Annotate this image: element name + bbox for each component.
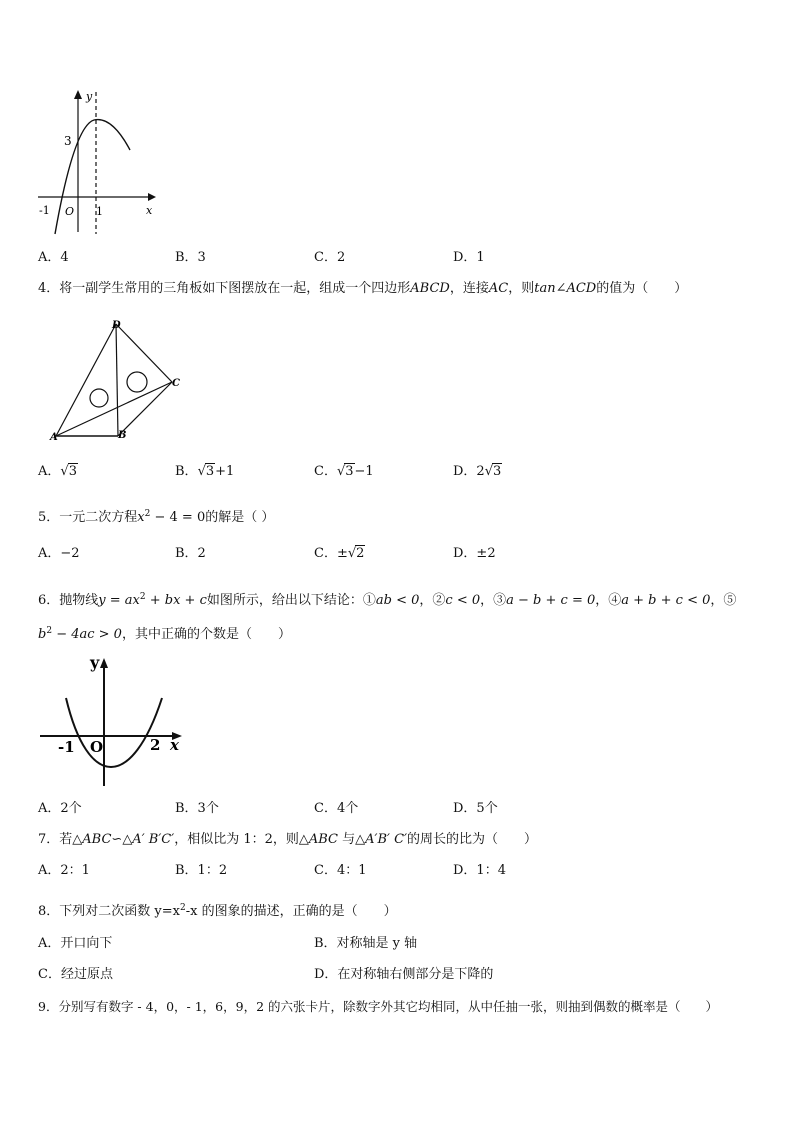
q7-sim: ∽△A′ B′C′ [111, 832, 175, 847]
q8-option-d[interactable]: D．在对称轴右侧部分是下降的 [314, 967, 494, 982]
q6-stem-line1 [38, 588, 736, 610]
q5-stem-post: 的解是（ ） [205, 510, 275, 525]
q5-option-c[interactable] [314, 545, 365, 563]
q3-option-d[interactable]: D．1 [453, 250, 485, 265]
figure-q3-parabola [34, 86, 164, 236]
q6-conclusion-3: a − b + c = 0 [506, 593, 596, 608]
y-axis-arrow [74, 90, 82, 99]
q4-option-c[interactable] [314, 463, 374, 481]
figure-q6-parabola [36, 650, 196, 790]
q4-option-a-prefix: A． [38, 464, 61, 479]
x-axis-arrow [148, 193, 156, 201]
triangle-hole-left [90, 389, 108, 407]
x-minus-one-label: -1 [39, 204, 50, 217]
q4-stem-pre: 4．将一副学生常用的三角板如下图摆放在一起，组成一个四边形 [38, 281, 411, 296]
q5-option-c-radicand: 2 [356, 546, 365, 561]
q4-option-c-radicand: 3 [345, 464, 354, 479]
vertex-b-label: B [118, 430, 127, 441]
q9-stem: 9．分别写有数字 - 4，0，- 1，6，9，2 的六张卡片，除数字外其它均相同，从中任抽一张，则抽到偶数的概率是（ ） [38, 999, 719, 1014]
q6-line2-rest: − 4ac > 0 [52, 627, 122, 642]
q6-option-d[interactable]: D．5个 [453, 801, 498, 816]
vertex-c-label: C [172, 378, 180, 389]
q3-option-a[interactable]: A．4 [38, 250, 69, 265]
q8-stem [38, 899, 397, 921]
q7-abc2: ABC [308, 832, 339, 847]
sqrt-symbol: √2 [347, 546, 365, 561]
q6-x-axis-label: x [170, 736, 179, 754]
q6-line1-pre: 6．抛物线 [38, 593, 99, 608]
triangle-hole-right [127, 372, 147, 392]
q6-func: y = ax [98, 593, 140, 608]
q4-stem-mid2: ，则 [508, 281, 535, 296]
q7-option-c[interactable]: C．4：1 [314, 863, 367, 878]
figure-q4-triangles [44, 316, 194, 446]
q4-stem-mid: ，连接 [449, 281, 489, 296]
y-intercept-label: 3 [64, 134, 72, 148]
q5-stem [38, 505, 274, 527]
q5-eq-exp: 2 [144, 509, 151, 519]
sqrt-symbol: √3 [336, 464, 354, 479]
q4-option-c-suffix: −1 [354, 464, 374, 479]
q6-sep-2: ，② [419, 593, 446, 608]
q4-option-b-suffix: +1 [215, 464, 235, 479]
q4-stem [38, 280, 687, 298]
q6-conclusion-4: a + b + c < 0 [621, 593, 711, 608]
y-axis-label: y [86, 90, 93, 103]
q6-conclusion-1: ab < 0 [375, 593, 420, 608]
q5-option-b[interactable]: B．2 [175, 546, 206, 561]
sqrt-symbol: √3 [484, 464, 502, 479]
q8-option-c[interactable]: C．经过原点 [38, 967, 113, 982]
q4-option-a[interactable] [38, 463, 78, 481]
q6-option-b[interactable]: B．3个 [175, 801, 219, 816]
q6-line2-b: b [38, 627, 47, 642]
q7-abc: ABC [82, 832, 112, 847]
q6-line1-mid: 如图所示，给出以下结论：① [206, 593, 376, 608]
q6-option-a[interactable]: A．2个 [38, 801, 82, 816]
q5-eq-x: x [137, 510, 145, 525]
q7-option-d[interactable]: D．1：4 [453, 863, 506, 878]
q4-seg: AC [488, 281, 509, 296]
q7-stem-post: 的周长的比为（ ） [407, 832, 538, 847]
q7-stem-pre: 7．若△ [38, 832, 83, 847]
vertex-a-label: A [50, 432, 58, 443]
q6-conclusion-2: c < 0 [445, 593, 481, 608]
q7-abc3: A′B′ C′ [365, 832, 408, 847]
q8-option-b[interactable]: B．对称轴是 y 轴 [314, 936, 418, 951]
q6-line2-exp: 2 [46, 626, 53, 636]
q7-stem-mid2: 与△ [338, 832, 366, 847]
q6-y-axis-label: y [90, 653, 100, 672]
q5-stem-pre: 5．一元二次方程 [38, 510, 138, 525]
q4-option-b-radicand: 3 [205, 464, 215, 479]
q4-option-c-prefix: C． [314, 464, 337, 479]
q8-stem-post: -x 的图象的描述，正确的是（ ） [185, 904, 397, 919]
q4-option-b[interactable] [175, 463, 234, 481]
q8-stem-exp: 2 [179, 903, 186, 913]
x-axis-label: x [146, 204, 153, 217]
q3-option-c[interactable]: C．2 [314, 250, 346, 265]
q7-option-b[interactable]: B．1：2 [175, 863, 228, 878]
q8-stem-pre: 8．下列对二次函数 y=x [38, 904, 180, 919]
origin-label: O [65, 205, 75, 218]
q4-stem-post: 的值为（ ） [596, 281, 688, 296]
q5-eq-rest: − 4 = 0 [150, 510, 206, 525]
q7-option-a[interactable]: A．2：1 [38, 863, 90, 878]
q4-option-d[interactable] [453, 463, 502, 481]
vertex-d-label: D [112, 320, 121, 331]
q6-sep-3: ，③ [480, 593, 507, 608]
q4-quad: ABCD [410, 281, 450, 296]
q5-option-c-prefix: C．± [314, 546, 348, 561]
sqrt-symbol: √3 [60, 464, 77, 479]
q6-option-c[interactable]: C．4个 [314, 801, 359, 816]
q5-option-a[interactable]: A．−2 [38, 546, 80, 561]
sqrt-symbol: √3 [197, 464, 215, 479]
q8-option-a[interactable]: A．开口向下 [38, 936, 113, 951]
q6-stem-line2 [38, 622, 291, 644]
q4-option-d-prefix: D．2 [453, 464, 485, 479]
q6-minus-one-label: -1 [58, 738, 75, 756]
q4-option-b-prefix: B． [175, 464, 198, 479]
q7-stem [38, 831, 537, 849]
q6-sep-5: ，⑤ [710, 593, 737, 608]
q4-expr: tan∠ACD [534, 281, 597, 296]
q5-option-d[interactable]: D．±2 [453, 546, 496, 561]
q3-option-b[interactable]: B．3 [175, 250, 206, 265]
q7-stem-mid: ，相似比为 1：2，则△ [174, 832, 309, 847]
q6-func-exp: 2 [139, 592, 146, 602]
q6-func-rest: + bx + c [145, 593, 207, 608]
q6-line2-post: ，其中正确的个数是（ ） [121, 627, 291, 642]
x-one-label: 1 [96, 205, 103, 218]
q6-sep-4: ，④ [595, 593, 622, 608]
q4-option-a-radicand: 3 [68, 464, 77, 479]
q6-origin-label: O [90, 738, 104, 756]
q6-two-label: 2 [150, 736, 161, 754]
q4-option-d-radicand: 3 [493, 464, 502, 479]
